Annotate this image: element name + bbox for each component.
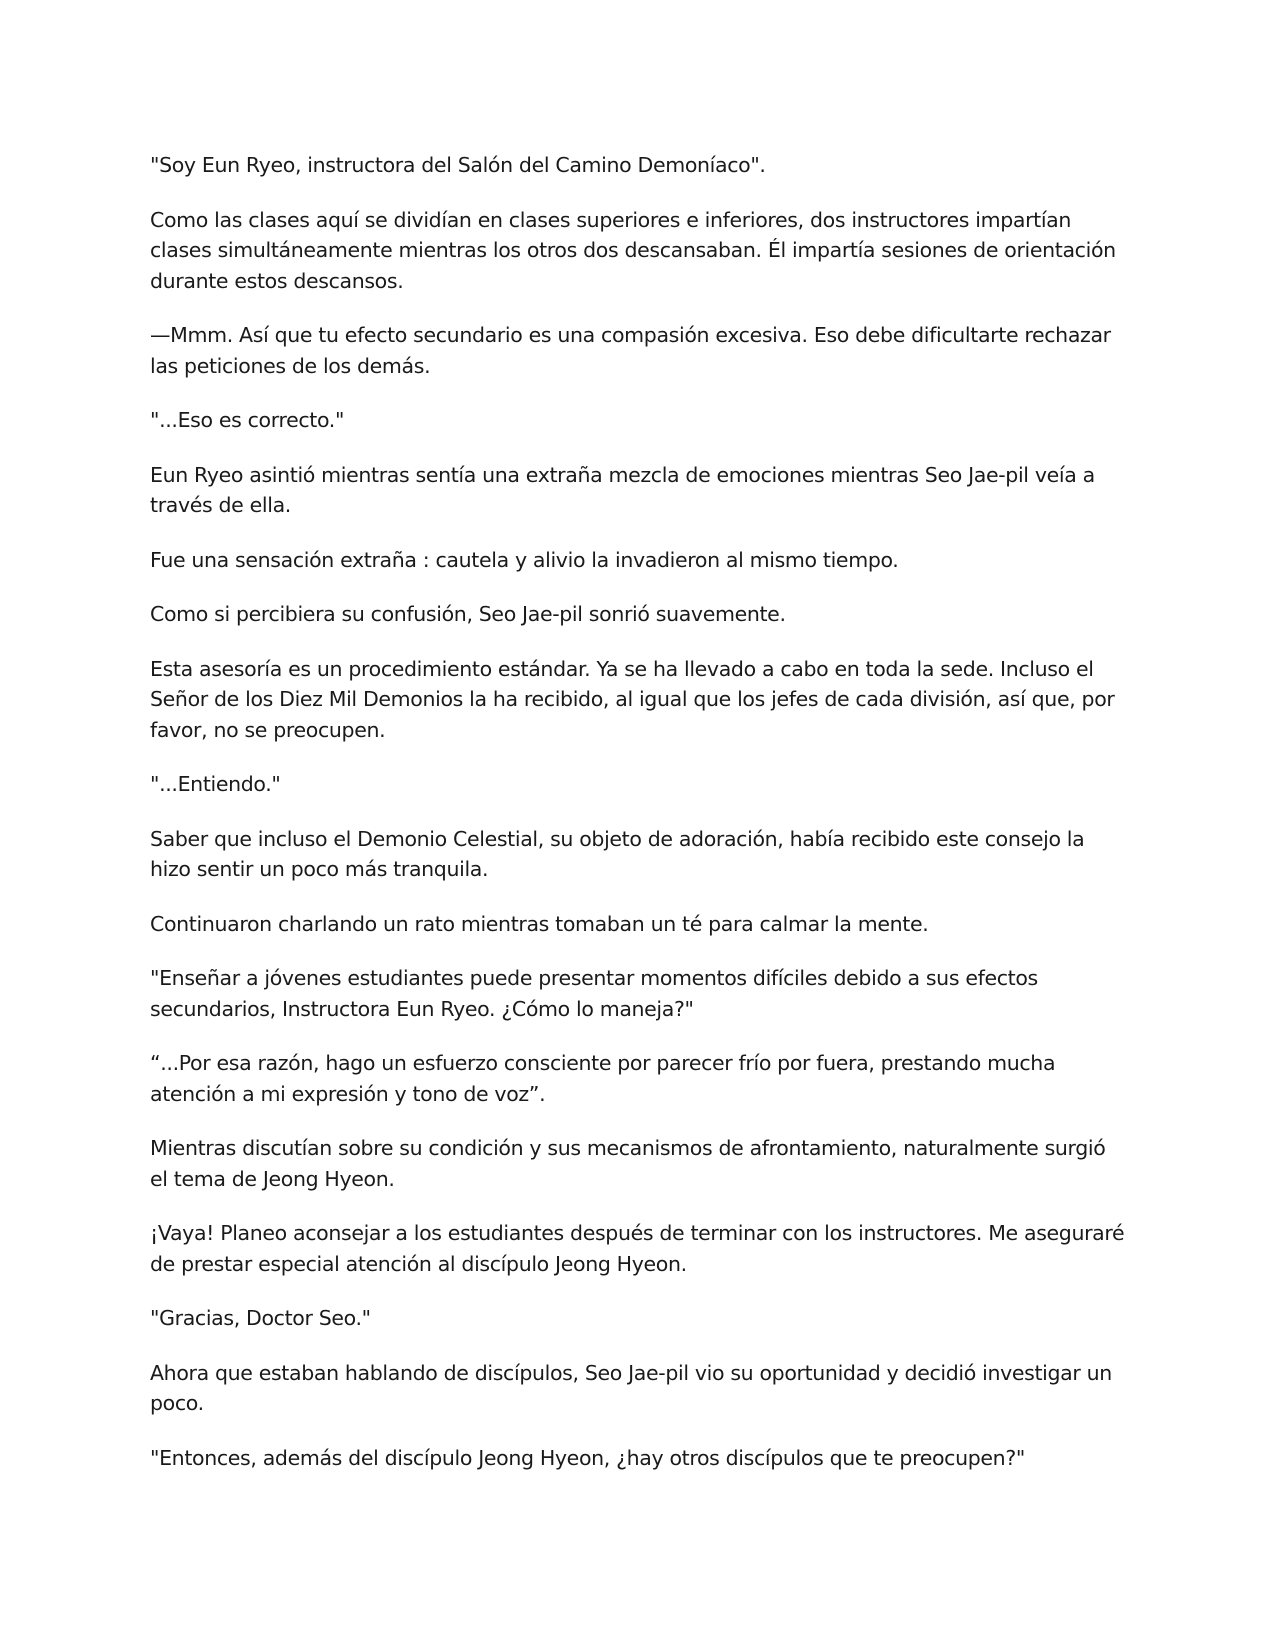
document-body — [150, 150, 1125, 1497]
paragraph: Como si percibiera su confusión, Seo Jae-pil sonrió suavemente. — [150, 602, 786, 626]
paragraph: —Mmm. Así que tu efecto secundario es una compasión excesiva. Eso debe dificultarte rechazar las peticiones de los demás. — [150, 323, 1111, 378]
paragraph: "Soy Eun Ryeo, instructora del Salón del Camino Demoníaco". — [150, 153, 766, 177]
paragraph: Fue una sensación extraña : cautela y alivio la invadieron al mismo tiempo. — [150, 547, 899, 572]
paragraph: Mientras discutían sobre su condición y sus mecanismos de afrontamiento, naturalmente surgió el tema de Jeong Hyeon. — [150, 1136, 1106, 1191]
paragraph: Eun Ryeo asintió mientras sentía una extraña mezcla de emociones mientras Seo Jae-pil veía a través de ella. — [150, 462, 1095, 517]
paragraph: "Enseñar a jóvenes estudiantes puede presentar momentos difíciles debido a sus efectos secundarios, Instructora Eun Ryeo. ¿Cómo lo maneja?" — [150, 966, 1038, 1021]
paragraph: Saber que incluso el Demonio Celestial, su objeto de adoración, había recibido este consejo la hizo sentir un poco más tranquila. — [150, 826, 1085, 881]
paragraph: Continuaron charlando un rato mientras tomaban un té para calmar la mente. — [150, 911, 929, 936]
paragraph: Esta asesoría es un procedimiento estándar. Ya se ha llevado a cabo en toda la sede. Incluso el Señor de los Diez Mil Demonios la ha recibido, al igual que los jefes de cada división, así que, por favor, no se preocupen. — [150, 656, 1115, 742]
paragraph: "Gracias, Doctor Seo." — [150, 1306, 371, 1330]
paragraph: "...Entiendo." — [150, 772, 281, 796]
paragraph: "...Eso es correcto." — [150, 408, 345, 432]
paragraph: Como las clases aquí se dividían en clases superiores e inferiores, dos instructores impartían clases simultáneamente mientras los otros dos descansaban. Él impartía sesiones de orientación durante estos descansos. — [150, 207, 1116, 293]
paragraph: "Entonces, además del discípulo Jeong Hyeon, ¿hay otros discípulos que te preocupen?" — [150, 1445, 1025, 1470]
paragraph: ¡Vaya! Planeo aconsejar a los estudiantes después de terminar con los instructores. Me aseguraré de prestar especial atención al discípulo Jeong Hyeon. — [150, 1221, 1125, 1276]
paragraph: “...Por esa razón, hago un esfuerzo consciente por parecer frío por fuera, prestando mucha atención a mi expresión y tono de voz”. — [150, 1051, 1056, 1106]
paragraph: Ahora que estaban hablando de discípulos, Seo Jae-pil vio su oportunidad y decidió investigar un poco. — [150, 1360, 1112, 1415]
